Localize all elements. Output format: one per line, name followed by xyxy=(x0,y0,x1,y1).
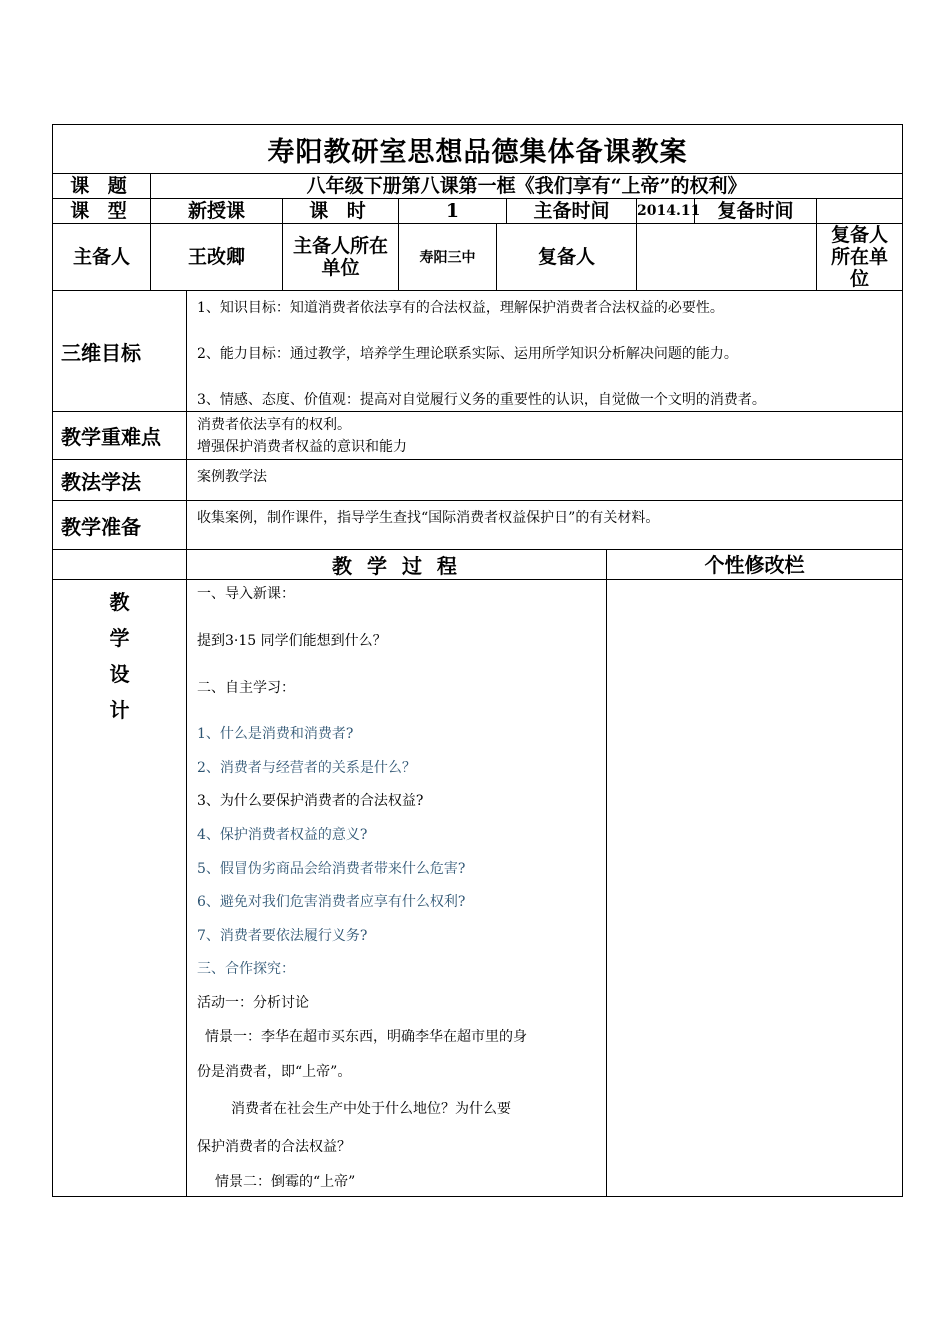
process-content xyxy=(187,580,607,1197)
methods-value: 案例教学法 xyxy=(187,460,903,501)
topic-value: 八年级下册第八课第一框《我们享有“上帝”的权利》 xyxy=(151,174,903,199)
lead-unit-label: 主备人所在单位 xyxy=(283,224,399,291)
process-line: 1、什么是消费和消费者? xyxy=(197,726,354,742)
process-line: 2、消费者与经营者的关系是什么？ xyxy=(197,760,416,776)
review-time-value xyxy=(817,199,903,224)
objective-knowledge: 1、知识目标：知道消费者依法享有的合法权益，理解保护消费者合法权益的必要性。 xyxy=(197,300,724,316)
review-time-label: 复备时间 xyxy=(695,199,817,224)
prep-time-value: 2014.11 xyxy=(637,199,695,224)
process-line: 7、消费者要依法履行义务? xyxy=(197,928,368,944)
document-title: 寿阳教研室思想品德集体备课教案 xyxy=(53,125,903,174)
preparation-label: 教学准备 xyxy=(53,501,187,550)
process-line: 三、合作探究： xyxy=(197,961,295,977)
design-char: 学 xyxy=(109,626,130,650)
process-line: 提到3·15 同学们能想到什么？ xyxy=(197,633,387,649)
preparation-value: 收集案例，制作课件，指导学生查找“国际消费者权益保护日”的有关材料。 xyxy=(187,501,903,550)
type-label: 课 型 xyxy=(53,199,151,224)
key-points-label: 教学重难点 xyxy=(53,412,187,460)
process-line: 情景二：倒霉的“上帝” xyxy=(215,1174,356,1190)
hours-value: 1 xyxy=(399,199,507,224)
reviewer-value xyxy=(637,224,817,291)
process-line: 二、自主学习： xyxy=(197,680,295,696)
reviewer-unit-label: 复备人所在单位 xyxy=(817,224,903,291)
process-line: 3、为什么要保护消费者的合法权益? xyxy=(197,793,424,809)
design-char: 计 xyxy=(109,698,130,722)
process-line: 消费者在社会生产中处于什么地位？为什么要 xyxy=(231,1101,511,1117)
revision-header: 个性修改栏 xyxy=(607,550,903,580)
lesson-plan-document xyxy=(52,124,902,1197)
key-point-item: 消费者依法享有的权利。 xyxy=(197,417,351,433)
lead-preparer-value: 王改卿 xyxy=(151,224,283,291)
process-line: 保护消费者的合法权益？ xyxy=(197,1139,351,1155)
process-line: 一、导入新课： xyxy=(197,586,295,602)
prep-time-label: 主备时间 xyxy=(507,199,637,224)
design-char: 设 xyxy=(109,662,130,686)
hours-label: 课 时 xyxy=(283,199,399,224)
process-header-blank xyxy=(53,550,187,580)
design-char: 教 xyxy=(109,590,130,614)
process-line: 活动一：分析讨论 xyxy=(197,995,309,1011)
type-value: 新授课 xyxy=(151,199,283,224)
key-point-item: 增强保护消费者权益的意识和能力 xyxy=(197,439,407,455)
process-line: 6、避免对我们危害消费者应享有什么权利? xyxy=(197,894,466,910)
process-line: 4、保护消费者权益的意义? xyxy=(197,827,368,843)
process-header: 教 学 过 程 xyxy=(187,550,607,580)
topic-label: 课 题 xyxy=(53,174,151,199)
revision-column xyxy=(607,580,903,1197)
key-points-content xyxy=(187,412,903,460)
reviewer-label: 复备人 xyxy=(497,224,637,291)
objective-attitude: 3、情感、态度、价值观：提高对自觉履行义务的重要性的认识，自觉做一个文明的消费者。 xyxy=(197,392,766,408)
design-side-label xyxy=(53,580,187,1197)
objectives-content xyxy=(187,291,903,412)
methods-label: 教法学法 xyxy=(53,460,187,501)
lead-unit-value: 寿阳三中 xyxy=(399,224,497,291)
lead-preparer-label: 主备人 xyxy=(53,224,151,291)
process-line: 份是消费者，即“上帝”。 xyxy=(197,1064,352,1080)
process-line: 情景一：李华在超市买东西，明确李华在超市里的身 xyxy=(205,1029,527,1045)
objectives-label: 三维目标 xyxy=(53,291,187,412)
lesson-plan-table xyxy=(52,124,903,1197)
process-line: 5、假冒伪劣商品会给消费者带来什么危害? xyxy=(197,861,466,877)
objective-ability: 2、能力目标：通过教学，培养学生理论联系实际、运用所学知识分析解决问题的能力。 xyxy=(197,346,738,362)
